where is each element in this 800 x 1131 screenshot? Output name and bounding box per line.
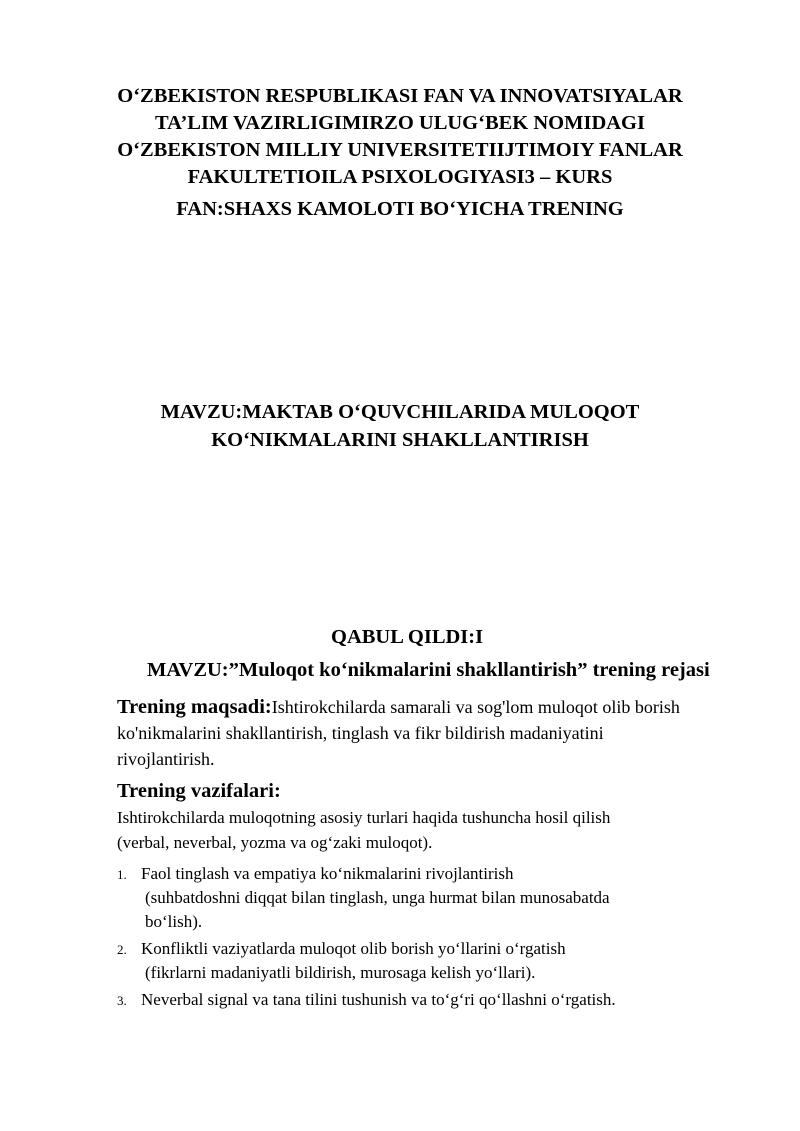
topic-line-1: MAVZU:MAKTAB O‘QUVCHILARIDA MULOQOT xyxy=(160,401,640,423)
accepted-by: QABUL QILDI:I xyxy=(331,626,484,648)
list-item-text: Faol tinglash va empatiya ko‘nikmalarini rivojlantirish xyxy=(141,864,514,883)
topic-title xyxy=(0,398,800,454)
tasks-list xyxy=(117,862,616,1015)
list-item-detail: bo‘lish). xyxy=(145,912,203,931)
list-item xyxy=(117,988,616,1012)
tasks-intro-line-1: Ishtirokchilarda muloqotning asosiy turlari haqida tushuncha hosil qilish xyxy=(117,808,611,827)
training-goal xyxy=(117,694,757,772)
tasks-intro xyxy=(117,805,610,855)
goal-label: Trening maqsadi: xyxy=(117,696,272,718)
list-item xyxy=(117,862,616,934)
goal-text-1: Ishtirokchilarda samarali va sog'lom muloqot olib borish xyxy=(271,697,680,717)
tasks-intro-line-2: (verbal, neverbal, yozma va og‘zaki muloqot). xyxy=(117,833,433,852)
institution-header xyxy=(0,83,800,191)
list-item-text: Neverbal signal va tana tilini tushunish va to‘g‘ri qo‘llashni o‘rgatish. xyxy=(141,990,616,1009)
tasks-title: Trening vazifalari: xyxy=(117,780,281,802)
header-line-1: O‘ZBEKISTON RESPUBLIKASI FAN VA INNOVATSIYALAR xyxy=(117,85,683,107)
topic-line-2: KO‘NIKMALARINI SHAKLLANTIRISH xyxy=(211,429,589,451)
list-item-text: Konfliktli vaziyatlarda muloqot olib borish yo‘llarini o‘rgatish xyxy=(141,939,566,958)
goal-text-3: rivojlantirish. xyxy=(117,749,215,769)
header-line-3: O‘ZBEKISTON MILLIY UNIVERSITETIIJTIMOIY FANLAR xyxy=(117,139,683,161)
training-plan-title: MAVZU:”Muloqot ko‘nikmalarini shakllantirish” trening rejasi xyxy=(147,659,710,681)
list-number: 2. xyxy=(117,942,127,957)
subject-title: FAN:SHAXS KAMOLOTI BO‘YICHA TRENING xyxy=(176,198,624,220)
header-line-2: TA’LIM VAZIRLIGIMIRZO ULUG‘BEK NOMIDAGI xyxy=(155,112,645,134)
goal-text-2: ko'nikmalarini shakllantirish, tinglash va fikr bildirish madaniyatini xyxy=(117,723,604,743)
header-line-4: FAKULTETIOILA PSIXOLOGIYASI3 – KURS xyxy=(187,166,613,188)
list-item-detail: (fikrlarni madaniyatli bildirish, murosaga kelish yo‘llari). xyxy=(145,963,536,982)
list-item xyxy=(117,937,616,985)
list-number: 3. xyxy=(117,993,127,1008)
list-item-detail: (suhbatdoshni diqqat bilan tinglash, unga hurmat bilan munosabatda xyxy=(145,888,610,907)
goal-line-1 xyxy=(117,694,757,720)
list-number: 1. xyxy=(117,867,127,882)
